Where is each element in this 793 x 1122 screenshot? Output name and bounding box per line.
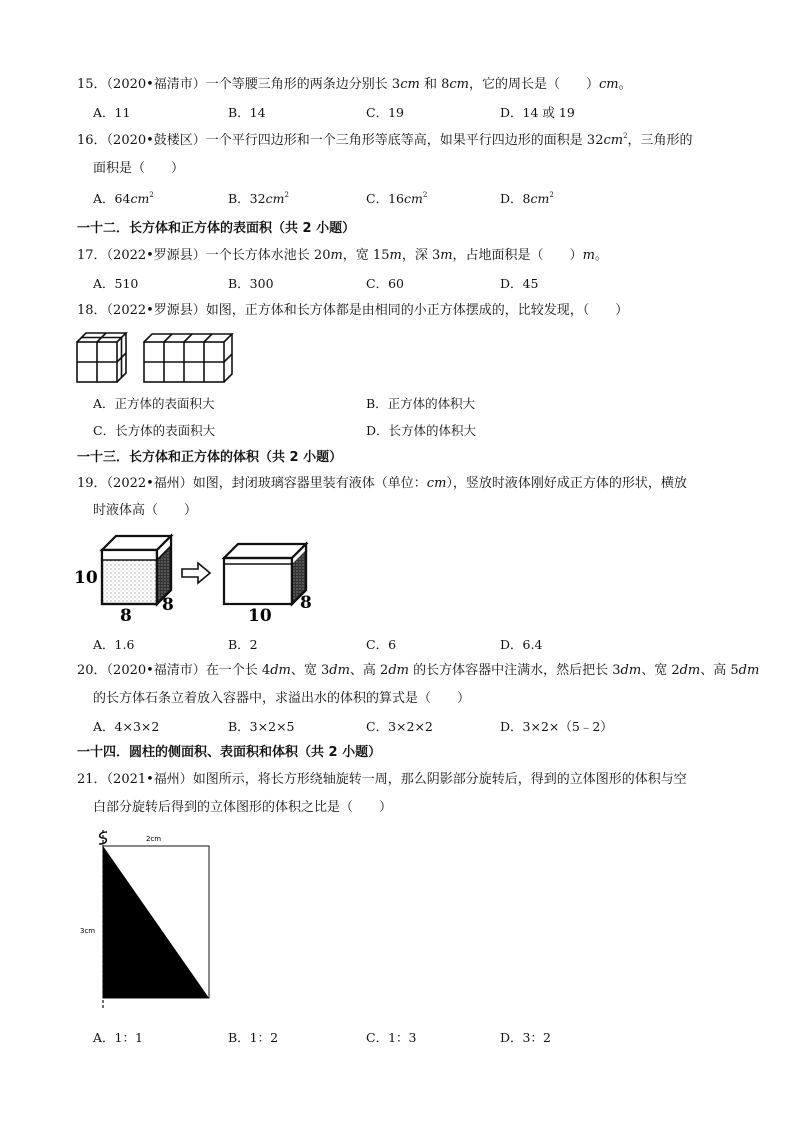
q17-text: 。 xyxy=(594,248,608,263)
unit: cm xyxy=(603,133,624,148)
q21-rotation-figure xyxy=(78,826,218,1012)
unit: dm xyxy=(738,663,760,678)
question-20 xyxy=(77,663,759,679)
q17-text: ，深 3 xyxy=(401,248,441,263)
q17-text: 17．（2022•罗源县）一个长方体水池长 20 xyxy=(77,248,331,263)
superscript: 2 xyxy=(549,191,554,199)
q18-option-d: D．长方体的体积大 xyxy=(366,423,477,438)
section-heading-13: 一十三．长方体和正方体的体积（共 2 小题） xyxy=(77,450,343,465)
q17-text: ，宽 15 xyxy=(342,248,390,263)
unit: dm xyxy=(388,663,409,678)
q20-text: 、宽 3 xyxy=(290,663,330,678)
section-heading-14: 一十四．圆柱的侧面积、表面积和体积（共 2 小题） xyxy=(77,745,382,760)
width-label: 2cm xyxy=(146,835,162,843)
q19-option-b: B．2 xyxy=(228,637,258,652)
upright-depth-label: 8 xyxy=(162,595,174,615)
upright-container xyxy=(102,536,171,604)
question-16 xyxy=(77,133,693,149)
q18-option-b: B．正方体的体积大 xyxy=(366,396,476,411)
q16-option-d xyxy=(500,191,554,207)
q15-option-c: C．19 xyxy=(366,105,404,120)
q21-option-b: B．1：2 xyxy=(228,1030,279,1045)
q18-option-a: A．正方体的表面积大 xyxy=(93,396,215,411)
question-15 xyxy=(77,77,632,93)
q21-line2: 白部分旋转后得到的立体图形的体积之比是（ ） xyxy=(93,800,393,815)
upright-height-label: 10 xyxy=(74,568,98,588)
q20-text: 的长方体容器中注满水，然后把长 3 xyxy=(408,663,621,678)
q19-text: 19．（2022•福州）如图，封闭玻璃容器里装有液体（单位： xyxy=(77,476,427,491)
q21-option-a: A．1：1 xyxy=(93,1030,143,1045)
q19-option-d: D．6.4 xyxy=(500,637,543,652)
q15-option-b: B．14 xyxy=(228,105,266,120)
unit: cm xyxy=(403,191,423,206)
q20-text: 、高 2 xyxy=(349,663,389,678)
q19-text: ），竖放时液体刚好成正方体的形状，横放 xyxy=(446,476,687,491)
unit: cm xyxy=(530,191,550,206)
q15-text: ，它的周长是（ ） xyxy=(468,77,599,92)
unit: cm xyxy=(598,77,619,92)
q17-option-d: D．45 xyxy=(500,276,539,291)
q16-line2: 面积是（ ） xyxy=(93,161,185,176)
q20-option-a: A．4×3×2 xyxy=(93,719,160,734)
option-number: B．32 xyxy=(228,191,266,206)
unit: dm xyxy=(620,663,642,678)
q15-option-d: D．14 或 19 xyxy=(500,105,575,120)
superscript: 2 xyxy=(284,191,289,199)
q15-option-a: A．11 xyxy=(93,105,131,120)
unit: m xyxy=(330,248,343,263)
superscript: 2 xyxy=(422,191,428,199)
section-heading-12: 一十二．长方体和正方体的表面积（共 2 小题） xyxy=(77,221,356,236)
horizontal-depth-label: 8 xyxy=(300,593,312,613)
question-19 xyxy=(77,476,687,492)
q15-text: 。 xyxy=(618,77,632,92)
q16-option-b xyxy=(228,191,289,207)
height-label: 3cm xyxy=(80,927,96,935)
q21-option-d: D．3：2 xyxy=(500,1030,551,1045)
unit: m xyxy=(440,248,453,263)
unit: cm xyxy=(426,476,447,491)
unit: cm xyxy=(130,191,150,206)
question-18: 18．（2022•罗源县）如图，正方体和长方体都是由相同的小正方体摆成的，比较发现，（ ） xyxy=(77,303,629,318)
q20-text: 、宽 2 xyxy=(641,663,680,678)
q15-text: 和 8 xyxy=(419,77,450,92)
unit: dm xyxy=(270,663,291,678)
unit: dm xyxy=(679,663,701,678)
q20-option-c: C．3×2×2 xyxy=(366,719,433,734)
question-21: 21．（2021•福州）如图所示，将长方形绕轴旋转一周，那么阴影部分旋转后，得到的立体图形的体积与空 xyxy=(77,772,687,787)
q17-option-a: A．510 xyxy=(93,276,139,291)
unit: m xyxy=(389,248,402,263)
superscript: 2 xyxy=(623,132,628,140)
question-17 xyxy=(77,248,608,264)
q21-option-c: C．1：3 xyxy=(366,1030,417,1045)
q20-option-b: B．3×2×5 xyxy=(228,719,295,734)
option-number: C．16 xyxy=(366,191,404,206)
unit: cm xyxy=(449,77,469,92)
q18-cubes-figure xyxy=(76,330,256,386)
unit: dm xyxy=(329,663,350,678)
unit: m xyxy=(582,248,595,263)
q19-option-c: C．6 xyxy=(366,637,397,652)
q16-option-c xyxy=(366,191,427,207)
q20-line2: 的长方体石条立着放入容器中，求溢出水的体积的算式是（ ） xyxy=(93,691,471,706)
q16-option-a xyxy=(93,191,154,207)
q20-text: 、高 5 xyxy=(700,663,739,678)
horizontal-width-label: 10 xyxy=(248,606,272,626)
q18-option-c: C．长方体的表面积大 xyxy=(93,423,216,438)
unit: cm xyxy=(400,77,420,92)
upright-width-label: 8 xyxy=(120,606,132,626)
q20-text: 20．（2020•福清市）在一个长 4 xyxy=(77,663,271,678)
horizontal-container xyxy=(224,544,306,604)
q16-text: 16．（2020•鼓楼区）一个平行四边形和一个三角形等底等高，如果平行四边形的面积是 32 xyxy=(77,133,604,148)
q19-option-a: A．1.6 xyxy=(93,637,135,652)
q16-text: ，三角形的 xyxy=(627,133,693,148)
cuboid-4x2x1 xyxy=(144,334,232,382)
option-number: A．64 xyxy=(93,191,131,206)
cube-2x2x2 xyxy=(77,333,126,382)
q20-option-d: D．3×2×（5﹣2） xyxy=(500,719,613,734)
q19-container-figure xyxy=(74,528,324,624)
unit: cm xyxy=(265,191,285,206)
q17-text: ，占地面积是（ ） xyxy=(452,248,583,263)
q15-text: 15．（2020•福清市）一个等腰三角形的两条边分别长 3 xyxy=(77,77,401,92)
q19-line2: 时液体高（ ） xyxy=(93,503,198,518)
option-number: D．8 xyxy=(500,191,531,206)
q17-option-c: C．60 xyxy=(366,276,404,291)
right-arrow-icon xyxy=(182,563,210,583)
q17-option-b: B．300 xyxy=(228,276,274,291)
superscript: 2 xyxy=(149,191,154,199)
